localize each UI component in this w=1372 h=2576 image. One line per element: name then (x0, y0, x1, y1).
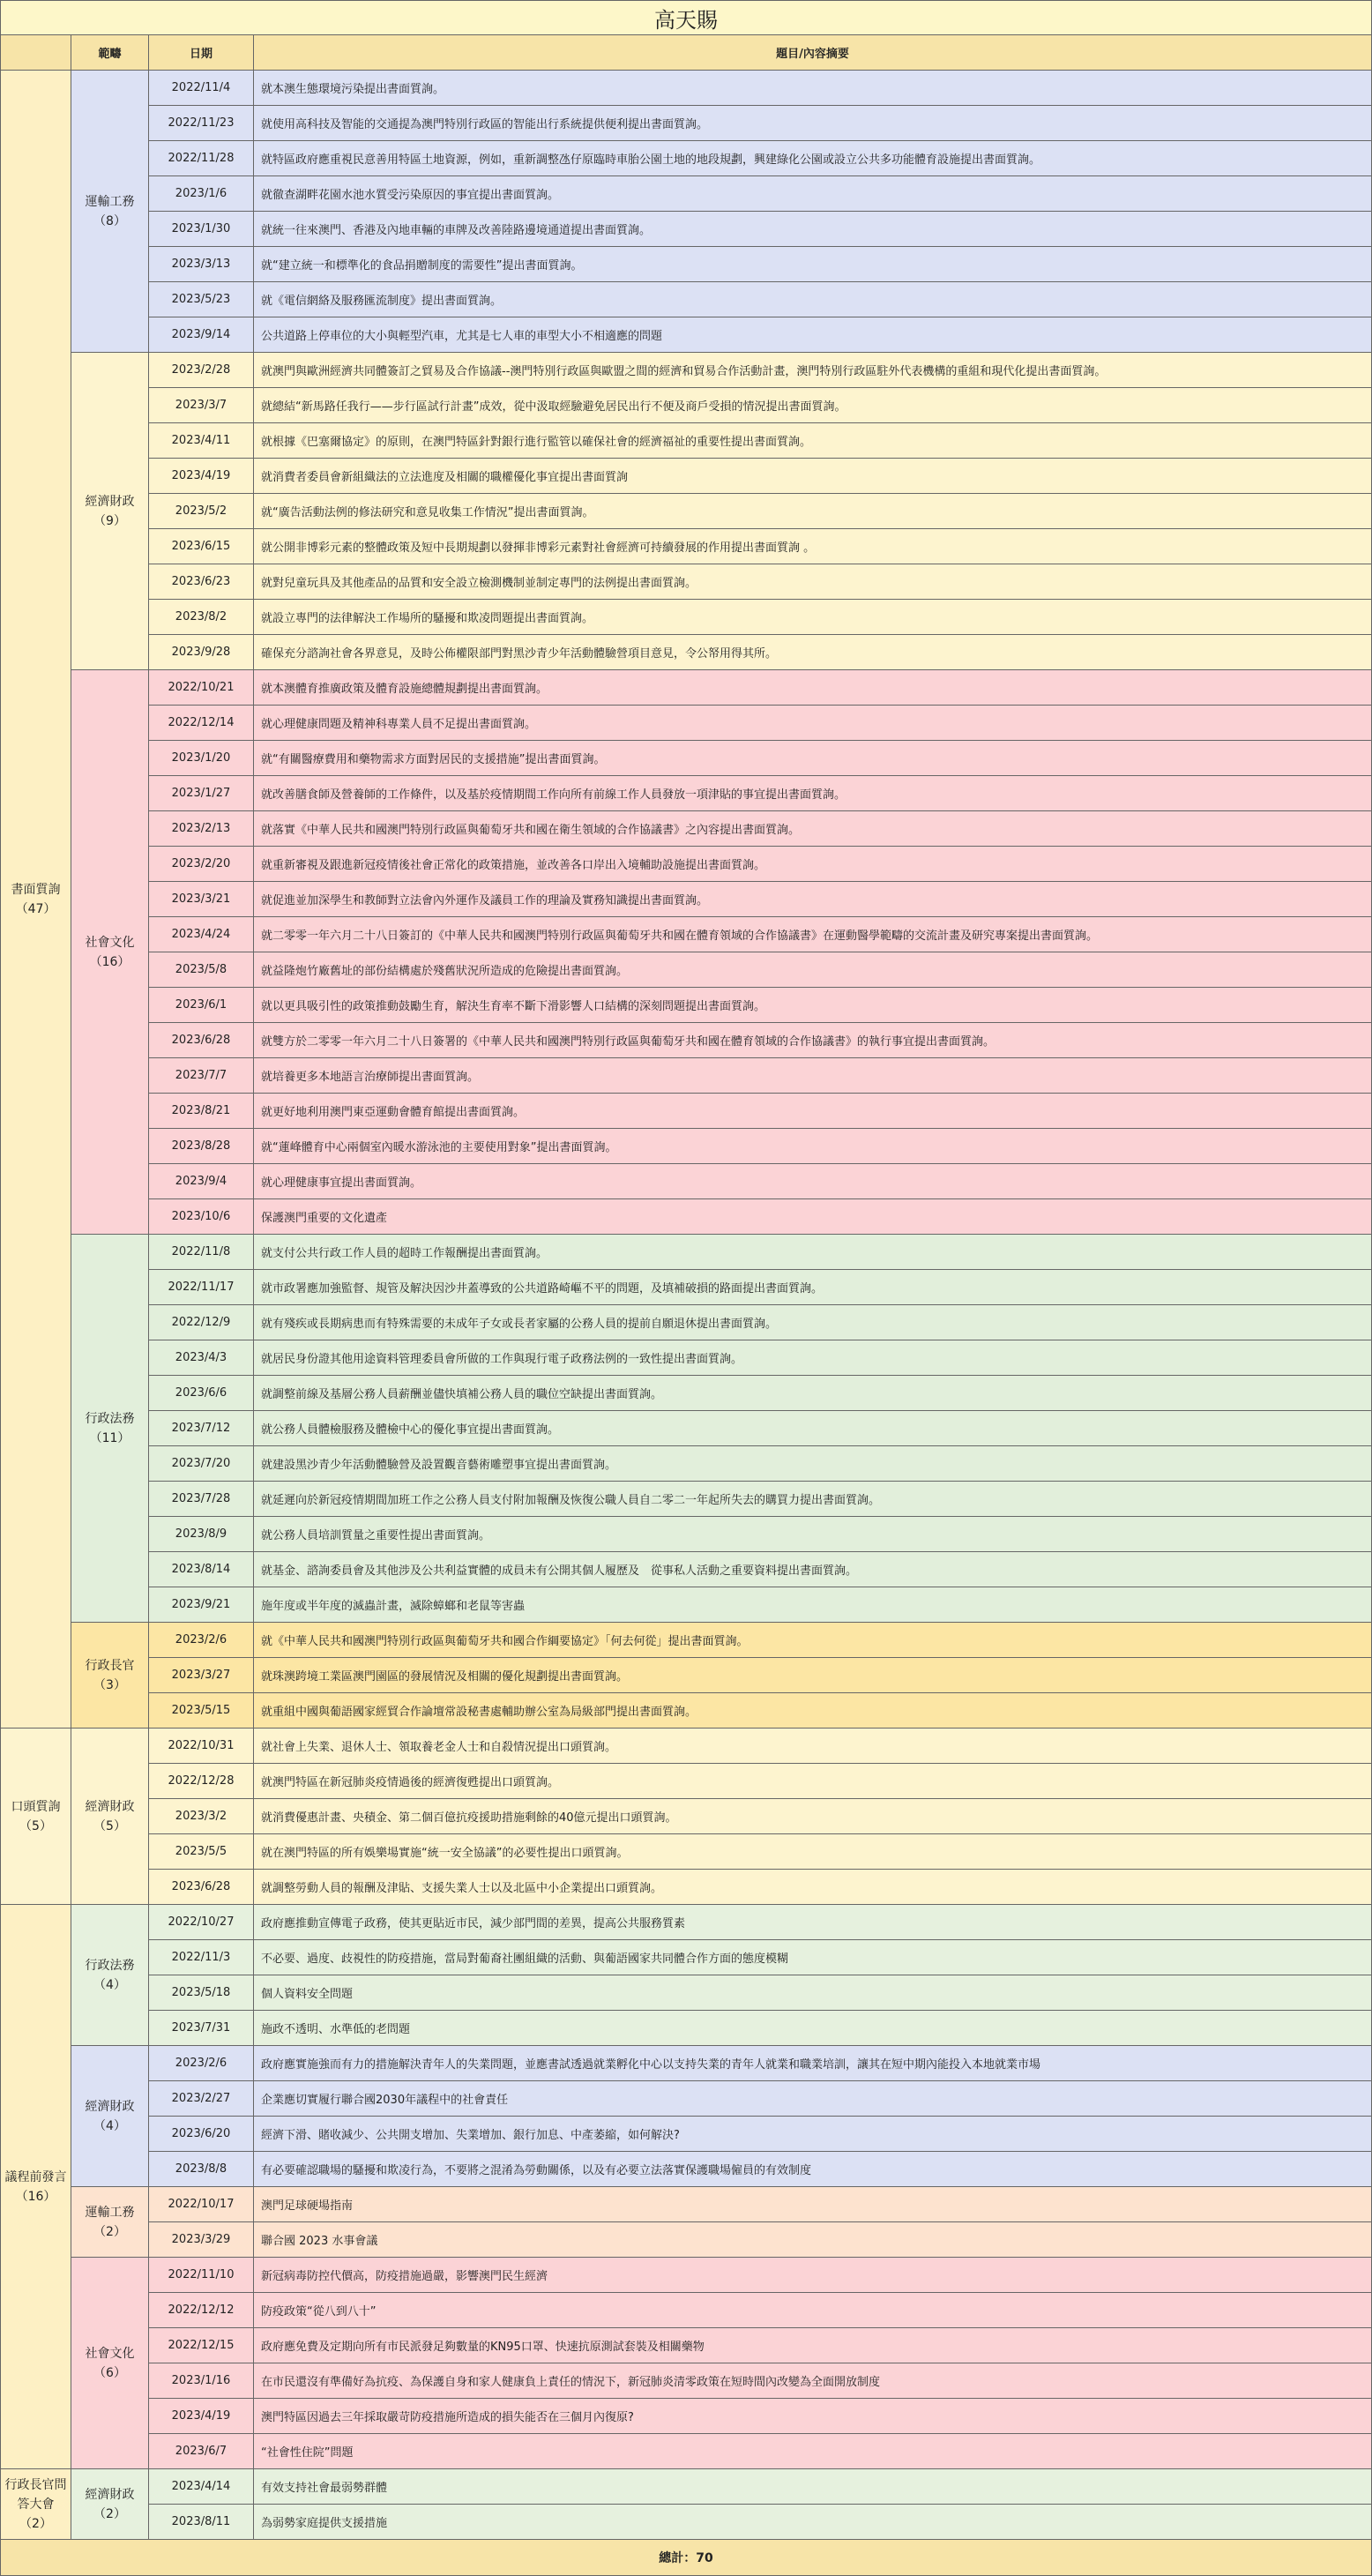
subject-cell: 就重新審視及跟進新冠疫情後社會正常化的政策措施，並改善各口岸出入境輔助設施提出書面質詢。 (254, 847, 1372, 882)
scope-cell: 運輸工務（2） (71, 2187, 149, 2258)
table-row (1, 600, 1372, 635)
table-row (1, 882, 1372, 917)
date-cell: 2023/3/7 (149, 388, 254, 423)
date-cell: 2022/11/3 (149, 1940, 254, 1975)
category-cell: 議程前發言（16） (1, 1905, 71, 2469)
date-cell: 2023/1/6 (149, 176, 254, 212)
table-row (1, 670, 1372, 706)
table-row (1, 1270, 1372, 1305)
table-row (1, 1235, 1372, 1270)
table-row (1, 741, 1372, 776)
subject-cell: 在市民還沒有準備好為抗疫、為保護自身和家人健康負上責任的情況下，新冠肺炎清零政策在短時間內改變為全面開放制度 (254, 2363, 1372, 2399)
table-row (1, 2222, 1372, 2258)
subject-cell: 就公務人員培訓質量之重要性提出書面質詢。 (254, 1517, 1372, 1552)
date-cell: 2023/9/21 (149, 1587, 254, 1623)
table-row (1, 1870, 1372, 1905)
date-cell: 2023/8/11 (149, 2505, 254, 2540)
table-row (1, 2434, 1372, 2469)
date-cell: 2023/10/6 (149, 1199, 254, 1235)
subject-cell: 就調整前線及基層公務人員薪酬並儘快填補公務人員的職位空缺提出書面質詢。 (254, 1376, 1372, 1411)
footer-row (1, 2540, 1372, 2576)
table-row (1, 529, 1372, 564)
table-row (1, 459, 1372, 494)
subject-cell: 就以更具吸引性的政策推動鼓勵生育，解決生育率不斷下滑影響人口結構的深刻問題提出書面質詢。 (254, 988, 1372, 1023)
date-cell: 2023/4/19 (149, 459, 254, 494)
subject-cell: 就更好地利用澳門東亞運動會體育館提出書面質詢。 (254, 1094, 1372, 1129)
date-cell: 2023/6/15 (149, 529, 254, 564)
date-cell: 2023/6/23 (149, 564, 254, 600)
date-cell: 2022/12/12 (149, 2293, 254, 2328)
date-cell: 2023/7/20 (149, 1446, 254, 1482)
date-cell: 2023/9/14 (149, 317, 254, 353)
table-row (1, 1164, 1372, 1199)
subject-cell: 就“建立統一和標準化的食品捐贈制度的需要性”提出書面質詢。 (254, 247, 1372, 282)
table-row (1, 635, 1372, 670)
table-row (1, 353, 1372, 388)
subject-cell: 就公開非博彩元素的整體政策及短中長期規劃以發揮非博彩元素對社會經濟可持續發展的作用提出書面質詢 。 (254, 529, 1372, 564)
subject-cell: 公共道路上停車位的大小與輕型汽車，尤其是七人車的車型大小不相適應的問題 (254, 317, 1372, 353)
date-cell: 2023/3/2 (149, 1799, 254, 1834)
subject-cell: 就重組中國與葡語國家經貿合作論壇常設秘書處輔助辦公室為局級部門提出書面質詢。 (254, 1693, 1372, 1729)
subject-cell: 就徹查湖畔花園水池水質受污染原因的事宜提出書面質詢。 (254, 176, 1372, 212)
table-row (1, 1482, 1372, 1517)
subject-cell: 就設立專門的法律解決工作場所的騷擾和欺凌問題提出書面質詢。 (254, 600, 1372, 635)
date-cell: 2023/2/13 (149, 811, 254, 847)
date-cell: 2023/8/28 (149, 1129, 254, 1164)
subject-cell: 就特區政府應重視民意善用特區土地資源，例如，重新調整氹仔原臨時車胎公園土地的地段規劃，興建綠化公園或設立公共多功能體育設施提出書面質詢。 (254, 141, 1372, 176)
table-row (1, 1129, 1372, 1164)
date-cell: 2022/11/23 (149, 106, 254, 141)
date-cell: 2022/10/21 (149, 670, 254, 706)
scope-cell: 經濟財政（9） (71, 353, 149, 670)
table-row (1, 917, 1372, 952)
subject-cell: 就“廣告活動法例的修法研究和意見收集工作情況”提出書面質詢。 (254, 494, 1372, 529)
table-row (1, 952, 1372, 988)
date-cell: 2023/3/29 (149, 2222, 254, 2258)
table-row (1, 1058, 1372, 1094)
table-row (1, 706, 1372, 741)
scope-cell: 經濟財政（2） (71, 2469, 149, 2540)
date-cell: 2023/6/20 (149, 2117, 254, 2152)
subject-cell: 就社會上失業、退休人士、領取養老金人士和自殺情況提出口頭質詢。 (254, 1729, 1372, 1764)
table-row (1, 2293, 1372, 2328)
date-cell: 2023/1/27 (149, 776, 254, 811)
table-row (1, 564, 1372, 600)
subject-cell: 就在澳門特區的所有娛樂場實施“統一安全協議”的必要性提出口頭質詢。 (254, 1834, 1372, 1870)
date-cell: 2023/6/6 (149, 1376, 254, 1411)
date-cell: 2023/5/2 (149, 494, 254, 529)
subject-cell: 就《中華人民共和國澳門特別行政區與葡萄牙共和國合作綱要協定》「何去何從」提出書面質詢。 (254, 1623, 1372, 1658)
scope-cell: 社會文化（6） (71, 2258, 149, 2469)
header-row (1, 35, 1372, 71)
table-row (1, 1623, 1372, 1658)
subject-cell: 就居民身份證其他用途資料管理委員會所做的工作與現行電子政務法例的一致性提出書面質詢。 (254, 1340, 1372, 1376)
table-row (1, 2469, 1372, 2505)
table-row (1, 1376, 1372, 1411)
date-cell: 2023/4/19 (149, 2399, 254, 2434)
date-cell: 2022/10/31 (149, 1729, 254, 1764)
subject-cell: 防疫政策“從八到八十” (254, 2293, 1372, 2328)
subject-cell: 施年度或半年度的滅蟲計畫，滅除蟑螂和老鼠等害蟲 (254, 1587, 1372, 1623)
table-row (1, 1799, 1372, 1834)
date-cell: 2022/11/8 (149, 1235, 254, 1270)
category-cell: 口頭質詢（5） (1, 1729, 71, 1905)
header-scope: 範疇 (71, 35, 149, 71)
date-cell: 2023/8/14 (149, 1552, 254, 1587)
subject-cell: 就使用高科技及智能的交通提為澳門特別行政區的智能出行系統提供便利提出書面質詢。 (254, 106, 1372, 141)
subject-cell: 政府應推動宣傳電子政務，使其更貼近市民，減少部門間的差異，提高公共服務質素 (254, 1905, 1372, 1940)
subject-cell: 就“蓮峰體育中心兩個室內暖水游泳池的主要使用對象”提出書面質詢。 (254, 1129, 1372, 1164)
date-cell: 2023/8/8 (149, 2152, 254, 2187)
date-cell: 2023/4/3 (149, 1340, 254, 1376)
table-row (1, 71, 1372, 106)
subject-cell: 就培養更多本地語言治療師提出書面質詢。 (254, 1058, 1372, 1094)
header-date: 日期 (149, 35, 254, 71)
table-row (1, 776, 1372, 811)
table-row (1, 2505, 1372, 2540)
date-cell: 2023/6/28 (149, 1023, 254, 1058)
subject-cell: 就根據《巴塞爾協定》的原則，在澳門特區針對銀行進行監管以確保社會的經濟福祉的重要性提出書面質詢。 (254, 423, 1372, 459)
date-cell: 2023/9/28 (149, 635, 254, 670)
subject-cell: 就雙方於二零零一年六月二十八日簽署的《中華人民共和國澳門特別行政區與葡萄牙共和國在體育領域的合作協議書》的執行事宜提出書面質詢。 (254, 1023, 1372, 1058)
subject-cell: 有必要確認職場的騷擾和欺凌行為，不要將之混淆為勞動關係，以及有必要立法落實保護職場僱員的有效制度 (254, 2152, 1372, 2187)
scope-cell: 經濟財政（4） (71, 2046, 149, 2187)
table-row (1, 141, 1372, 176)
date-cell: 2023/5/18 (149, 1975, 254, 2011)
table-row (1, 494, 1372, 529)
subject-cell: 就總結“新馬路任我行——步行區試行計畫”成效，從中汲取經驗避免居民出行不便及商戶受損的情況提出書面質詢。 (254, 388, 1372, 423)
table-row (1, 1446, 1372, 1482)
table-row (1, 1199, 1372, 1235)
scope-cell: 運輸工務（8） (71, 71, 149, 353)
table-row (1, 2152, 1372, 2187)
table-row (1, 847, 1372, 882)
table-row (1, 1658, 1372, 1693)
table-row (1, 1517, 1372, 1552)
subject-cell: 就澳門與歐洲經濟共同體簽訂之貿易及合作協議--澳門特別行政區與歐盟之間的經濟和貿易合作活動計畫，澳門特別行政區駐外代表機構的重組和現代化提出書面質詢。 (254, 353, 1372, 388)
category-cell: 書面質詢（47） (1, 71, 71, 1729)
date-cell: 2023/4/24 (149, 917, 254, 952)
table-row (1, 2399, 1372, 2434)
date-cell: 2023/1/30 (149, 212, 254, 247)
scope-cell: 經濟財政（5） (71, 1729, 149, 1905)
table-row (1, 2328, 1372, 2363)
subject-cell: 就對兒童玩具及其他產品的品質和安全設立檢測機制並制定專門的法例提出書面質詢。 (254, 564, 1372, 600)
subject-cell: “社會性住院”問題 (254, 2434, 1372, 2469)
date-cell: 2023/2/20 (149, 847, 254, 882)
date-cell: 2023/2/6 (149, 2046, 254, 2081)
subject-cell: 施政不透明、水準低的老問題 (254, 2011, 1372, 2046)
table-row (1, 317, 1372, 353)
subject-cell: 就有殘疾或長期病患而有特殊需要的未成年子女或長者家屬的公務人員的提前自願退休提出書面質詢。 (254, 1305, 1372, 1340)
table-row (1, 1693, 1372, 1729)
date-cell: 2023/2/28 (149, 353, 254, 388)
subject-cell: 就心理健康事宜提出書面質詢。 (254, 1164, 1372, 1199)
date-cell: 2022/12/9 (149, 1305, 254, 1340)
table-row (1, 388, 1372, 423)
date-cell: 2023/8/9 (149, 1517, 254, 1552)
subject-cell: 就消費優惠計畫、央積金、第二個百億抗疫援助措施剩餘的40億元提出口頭質詢。 (254, 1799, 1372, 1834)
header-subject: 題目/內容摘要 (254, 35, 1372, 71)
date-cell: 2022/11/28 (149, 141, 254, 176)
table-row (1, 1975, 1372, 2011)
table-row (1, 423, 1372, 459)
subject-cell: 新冠病毒防控代價高，防疫措施過嚴，影響澳門民生經濟 (254, 2258, 1372, 2293)
table-row (1, 1940, 1372, 1975)
table-row (1, 1094, 1372, 1129)
subject-cell: 就二零零一年六月二十八日簽訂的《中華人民共和國澳門特別行政區與葡萄牙共和國在體育領域的合作協議書》在運動醫學範疇的交流計畫及研究專案提出書面質詢。 (254, 917, 1372, 952)
date-cell: 2023/2/27 (149, 2081, 254, 2117)
table-row (1, 2081, 1372, 2117)
date-cell: 2023/9/4 (149, 1164, 254, 1199)
subject-cell: 就心理健康問題及精神科專業人員不足提出書面質詢。 (254, 706, 1372, 741)
table-row (1, 2258, 1372, 2293)
date-cell: 2023/3/27 (149, 1658, 254, 1693)
date-cell: 2023/5/5 (149, 1834, 254, 1870)
subject-cell: 就澳門特區在新冠肺炎疫情過後的經濟復甦提出口頭質詢。 (254, 1764, 1372, 1799)
subject-cell: 就消費者委員會新組織法的立法進度及相關的職權優化事宜提出書面質詢 (254, 459, 1372, 494)
date-cell: 2023/1/16 (149, 2363, 254, 2399)
table-row (1, 988, 1372, 1023)
date-cell: 2023/5/23 (149, 282, 254, 317)
subject-cell: 澳門足球硬場指南 (254, 2187, 1372, 2222)
subject-cell: 就基金、諮詢委員會及其他涉及公共利益實體的成員未有公開其個人履歷及 從事私人活動之重要資料提出書面質詢。 (254, 1552, 1372, 1587)
subject-cell: 有效支持社會最弱勢群體 (254, 2469, 1372, 2505)
subject-cell: 就益隆炮竹廠舊址的部份結構處於殘舊狀況所造成的危險提出書面質詢。 (254, 952, 1372, 988)
category-cell: 行政長官問答大會（2） (1, 2469, 71, 2540)
subject-cell: 就公務人員體檢服務及體檢中心的優化事宜提出書面質詢。 (254, 1411, 1372, 1446)
header-blank (1, 35, 71, 71)
subject-cell: 就調整勞動人員的報酬及津貼、支援失業人士以及北區中小企業提出口頭質詢。 (254, 1870, 1372, 1905)
date-cell: 2023/7/31 (149, 2011, 254, 2046)
table-row (1, 176, 1372, 212)
date-cell: 2022/11/4 (149, 71, 254, 106)
subject-cell: 個人資料安全問題 (254, 1975, 1372, 2011)
date-cell: 2023/6/7 (149, 2434, 254, 2469)
date-cell: 2023/7/28 (149, 1482, 254, 1517)
date-cell: 2023/6/1 (149, 988, 254, 1023)
table-row (1, 247, 1372, 282)
subject-cell: 就促進並加深學生和教師對立法會內外運作及議員工作的理論及實務知識提出書面質詢。 (254, 882, 1372, 917)
scope-cell: 社會文化（16） (71, 670, 149, 1235)
table-row (1, 2363, 1372, 2399)
date-cell: 2022/12/14 (149, 706, 254, 741)
date-cell: 2022/11/10 (149, 2258, 254, 2293)
scope-cell: 行政法務（4） (71, 1905, 149, 2046)
date-cell: 2023/7/12 (149, 1411, 254, 1446)
date-cell: 2023/8/21 (149, 1094, 254, 1129)
subject-cell: 就本澳體育推廣政策及體育設施總體規劃提出書面質詢。 (254, 670, 1372, 706)
date-cell: 2023/3/13 (149, 247, 254, 282)
subject-cell: 就統一往來澳門、香港及內地車輛的車牌及改善陸路邊境通道提出書面質詢。 (254, 212, 1372, 247)
date-cell: 2023/7/7 (149, 1058, 254, 1094)
table-row (1, 212, 1372, 247)
subject-cell: 確保充分諮詢社會各界意見，及時公佈權限部門對黑沙青少年活動體驗營項目意見，令公帑用得其所。 (254, 635, 1372, 670)
subject-cell: 企業應切實履行聯合國2030年議程中的社會責任 (254, 2081, 1372, 2117)
date-cell: 2023/4/11 (149, 423, 254, 459)
date-cell: 2022/10/27 (149, 1905, 254, 1940)
table-row (1, 2117, 1372, 2152)
subject-cell: 經濟下滑、賭收減少、公共開支增加、失業增加、銀行加息、中產萎縮，如何解決? (254, 2117, 1372, 2152)
subject-cell: 就落實《中華人民共和國澳門特別行政區與葡萄牙共和國在衛生領域的合作協議書》之內容提出書面質詢。 (254, 811, 1372, 847)
subject-cell: 就市政署應加強監督、規管及解決因沙井蓋導致的公共道路崎嶇不平的問題，及填補破損的路面提出書面質詢。 (254, 1270, 1372, 1305)
table-row (1, 811, 1372, 847)
date-cell: 2022/12/28 (149, 1764, 254, 1799)
table-row (1, 1552, 1372, 1587)
table-row (1, 282, 1372, 317)
page-title: 高天賜 (1, 1, 1372, 35)
subject-cell: 就支付公共行政工作人員的超時工作報酬提出書面質詢。 (254, 1235, 1372, 1270)
date-cell: 2023/4/14 (149, 2469, 254, 2505)
table-row (1, 1834, 1372, 1870)
subject-cell: 就改善膳食師及營養師的工作條件，以及基於疫情期間工作向所有前線工作人員發放一項津貼的事宜提出書面質詢。 (254, 776, 1372, 811)
subject-cell: 就“有關醫療費用和藥物需求方面對居民的支援措施”提出書面質詢。 (254, 741, 1372, 776)
subject-cell: 就珠澳跨境工業區澳門園區的發展情況及相關的優化規劃提出書面質詢。 (254, 1658, 1372, 1693)
subject-cell: 政府應實施強而有力的措施解決青年人的失業問題，並應書試透過就業孵化中心以支持失業的青年人就業和職業培訓，讓其在短中期內能投入本地就業市場 (254, 2046, 1372, 2081)
table-row (1, 1023, 1372, 1058)
table-row (1, 106, 1372, 141)
table-row (1, 1305, 1372, 1340)
table-row (1, 1764, 1372, 1799)
scope-cell: 行政法務（11） (71, 1235, 149, 1623)
date-cell: 2022/12/15 (149, 2328, 254, 2363)
total-count: 總計：70 (1, 2540, 1372, 2576)
subject-cell: 就《電信網絡及服務匯流制度》提出書面質詢。 (254, 282, 1372, 317)
date-cell: 2023/8/2 (149, 600, 254, 635)
table-row (1, 1729, 1372, 1764)
date-cell: 2023/6/28 (149, 1870, 254, 1905)
date-cell: 2023/2/6 (149, 1623, 254, 1658)
subject-cell: 就建設黑沙青少年活動體驗營及設置觀音藝術雕塑事宜提出書面質詢。 (254, 1446, 1372, 1482)
subject-cell: 保護澳門重要的文化遺產 (254, 1199, 1372, 1235)
date-cell: 2023/5/15 (149, 1693, 254, 1729)
subject-cell: 聯合國 2023 水事會議 (254, 2222, 1372, 2258)
date-cell: 2022/10/17 (149, 2187, 254, 2222)
table-row (1, 2011, 1372, 2046)
scope-cell: 行政長官（3） (71, 1623, 149, 1729)
table-row (1, 1587, 1372, 1623)
subject-cell: 就本澳生態環境污染提出書面質詢。 (254, 71, 1372, 106)
table-row (1, 1905, 1372, 1940)
date-cell: 2022/11/17 (149, 1270, 254, 1305)
table-row (1, 1340, 1372, 1376)
date-cell: 2023/1/20 (149, 741, 254, 776)
date-cell: 2023/5/8 (149, 952, 254, 988)
table-row (1, 2046, 1372, 2081)
subject-cell: 政府應免費及定期向所有市民派發足夠數量的KN95口罩、快速抗原測試套裝及相關藥物 (254, 2328, 1372, 2363)
subject-cell: 澳門特區因過去三年採取嚴苛防疫措施所造成的損失能否在三個月內復原? (254, 2399, 1372, 2434)
title-row (1, 1, 1372, 35)
subject-cell: 為弱勢家庭提供支援措施 (254, 2505, 1372, 2540)
subject-cell: 不必要、過度、歧視性的防疫措施，當局對葡裔社團組織的活動、與葡語國家共同體合作方面的態度模糊 (254, 1940, 1372, 1975)
date-cell: 2023/3/21 (149, 882, 254, 917)
subject-cell: 就延遲向於新冠疫情期間加班工作之公務人員支付附加報酬及恢復公職人員自二零二一年起所失去的購買力提出書面質詢。 (254, 1482, 1372, 1517)
table-row (1, 1411, 1372, 1446)
table-row (1, 2187, 1372, 2222)
